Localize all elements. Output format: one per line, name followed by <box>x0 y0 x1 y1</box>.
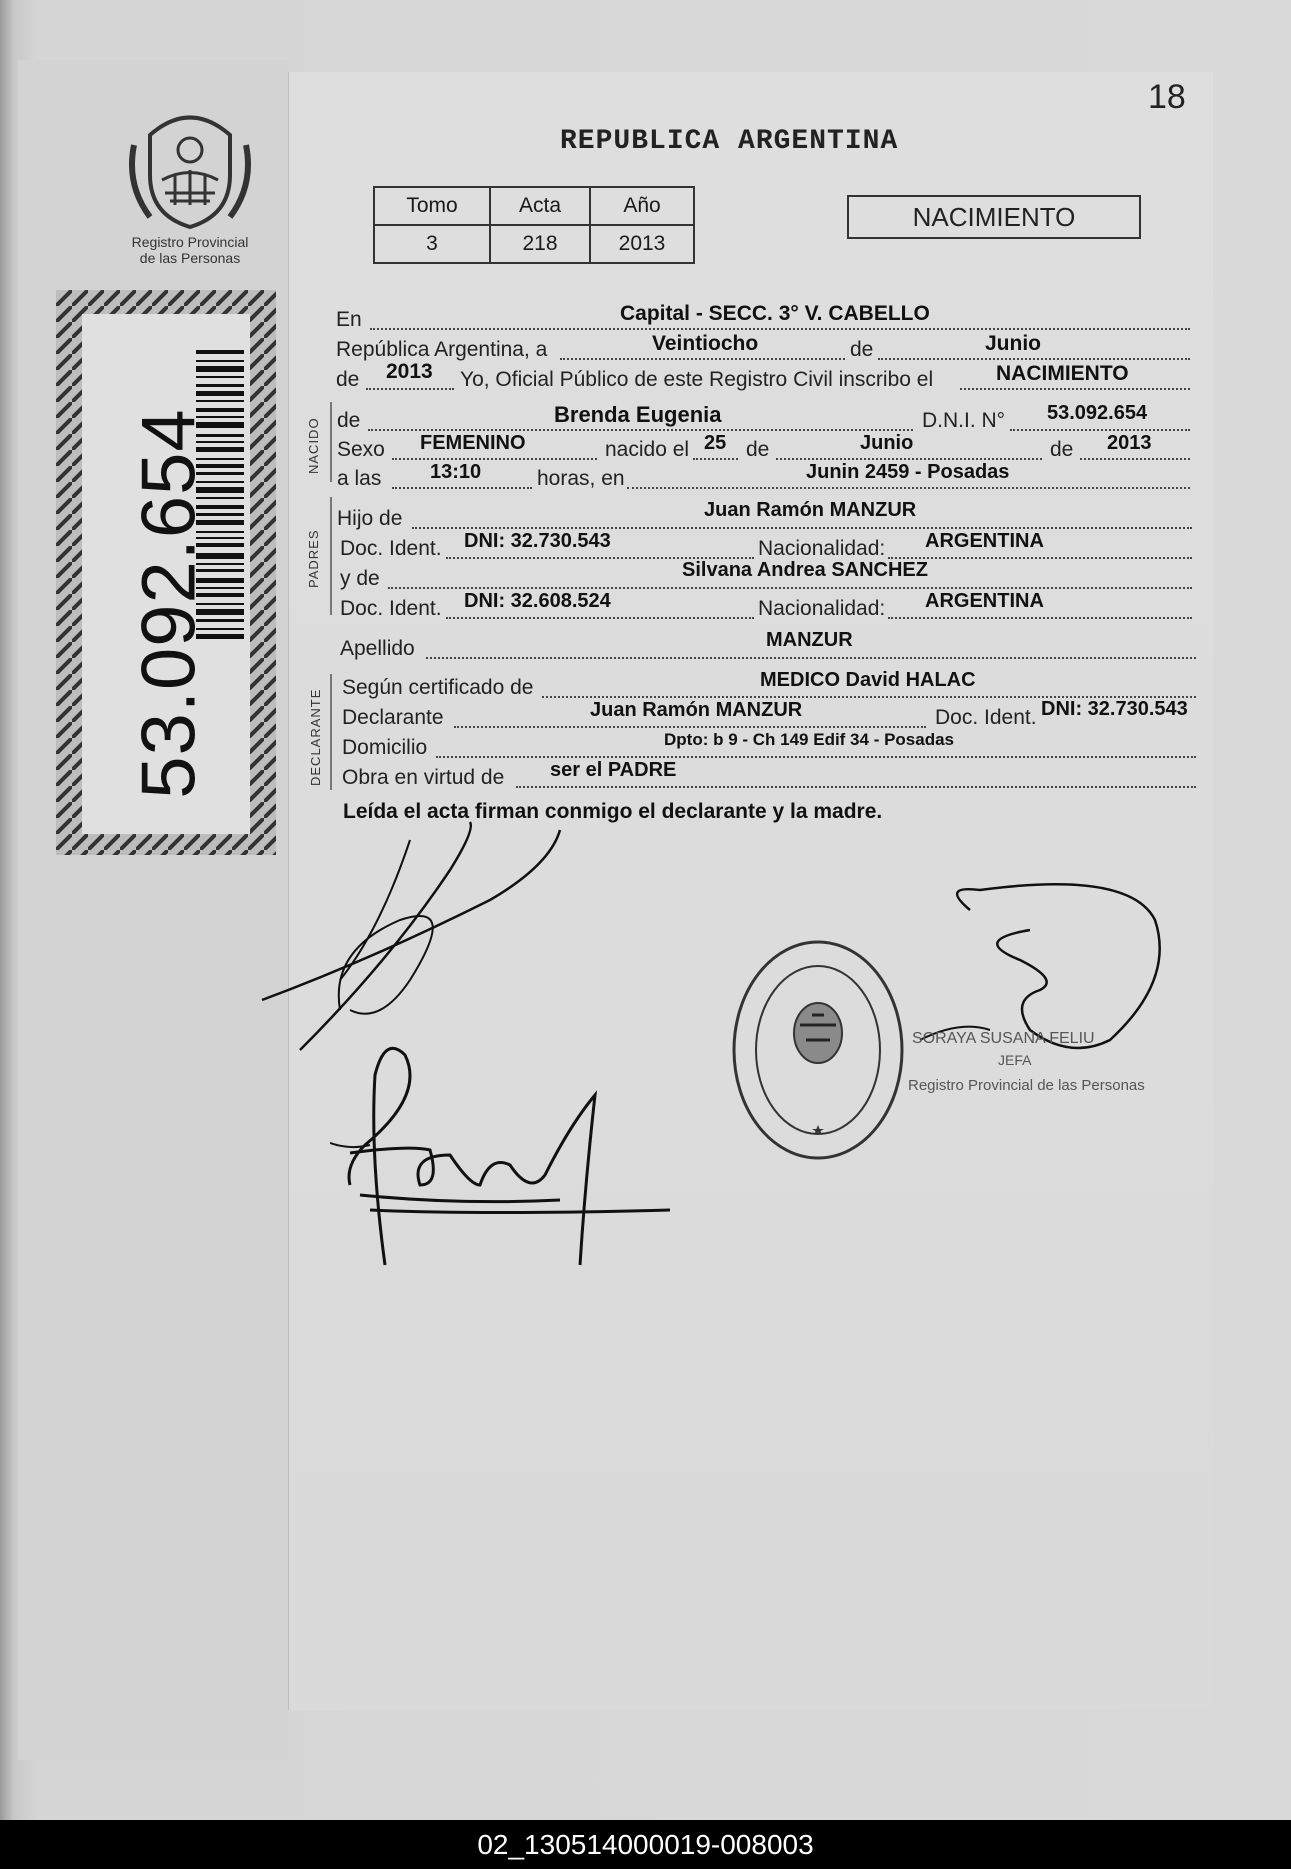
value-hora: 13:10 <box>430 461 482 483</box>
label-obra: Obra en virtud de <box>342 766 505 789</box>
label-apellido: Apellido <box>340 637 415 660</box>
value-nacido-mes: Junio <box>860 432 914 454</box>
value-inscribo: NACIMIENTO <box>996 362 1129 385</box>
dotted-line <box>412 527 1192 529</box>
barcode-bar <box>196 350 244 354</box>
label-domicilio: Domicilio <box>342 736 428 759</box>
officer-office: Registro Provincial de las Personas <box>908 1077 1145 1094</box>
registry-name-line1: Registro Provincial <box>131 234 249 250</box>
label-nacionalidad: Nacionalidad: <box>758 597 886 620</box>
label-sexo: Sexo <box>337 438 385 461</box>
dotted-line <box>1010 429 1190 431</box>
section-divider <box>330 497 332 615</box>
dotted-line <box>627 487 1190 489</box>
footer-document-code: 02_130514000019-008003 <box>0 1820 1291 1869</box>
value-domicilio: Dpto: b 9 - Ch 149 Edif 34 - Posadas <box>664 730 955 749</box>
label-de: de <box>850 338 874 361</box>
value-sexo: FEMENINO <box>420 432 526 454</box>
value-anio: 2013 <box>590 225 694 263</box>
side-label-padres: PADRES <box>306 529 321 588</box>
value-nacido-anio: 2013 <box>1107 432 1152 454</box>
registry-name <box>112 234 268 266</box>
value-anio-acta: 2013 <box>386 360 433 383</box>
label-en: En <box>336 308 362 331</box>
dotted-line <box>370 328 1190 330</box>
registry-stamp-icon <box>728 935 908 1165</box>
dotted-line <box>776 458 1042 460</box>
label-de: de <box>1050 438 1074 461</box>
label-horas-en: horas, en <box>537 467 625 490</box>
dotted-line <box>426 657 1196 659</box>
value-nombre: Brenda Eugenia <box>554 402 722 427</box>
dotted-line <box>693 458 738 460</box>
value-declarante-doc: DNI: 32.730.543 <box>1041 698 1188 720</box>
label-hijo-de: Hijo de <box>337 507 403 530</box>
dotted-line <box>446 617 754 619</box>
value-mes: Junio <box>985 332 1041 355</box>
dotted-line <box>366 388 454 390</box>
value-lugar-registro: Capital - SECC. 3° V. CABELLO <box>620 302 930 325</box>
value-declarante: Juan Ramón MANZUR <box>590 699 803 721</box>
label-nacido-el: nacido el <box>605 438 690 461</box>
mother-signature-icon <box>330 1035 680 1275</box>
section-divider <box>330 674 332 790</box>
registry-name-line2: de las Personas <box>139 250 241 266</box>
barcode-bar <box>196 360 244 362</box>
label-declarante: Declarante <box>342 706 444 729</box>
dotted-line <box>560 358 845 360</box>
value-lugar-nacimiento: Junin 2459 - Posadas <box>806 461 1010 483</box>
value-madre-nacionalidad: ARGENTINA <box>925 590 1044 612</box>
label-nacionalidad: Nacionalidad: <box>758 537 886 560</box>
side-label-nacido: NACIDO <box>306 417 321 474</box>
record-type: NACIMIENTO <box>847 195 1141 239</box>
label-y-de: y de <box>340 567 380 590</box>
barcode-label <box>56 290 276 855</box>
value-madre: Silvana Andrea SANCHEZ <box>682 559 928 581</box>
value-padre-nacionalidad: ARGENTINA <box>925 530 1044 552</box>
officer-title: JEFA <box>998 1052 1032 1068</box>
dotted-line <box>1080 458 1190 460</box>
side-label-declarante: DECLARANTE <box>308 688 323 786</box>
dotted-line <box>888 617 1192 619</box>
dotted-line <box>516 786 1196 788</box>
document-title: REPUBLICA ARGENTINA <box>560 126 899 157</box>
value-dia-letras: Veintiocho <box>652 332 759 355</box>
barcode-bar <box>196 366 244 372</box>
dotted-line <box>454 726 926 728</box>
value-apellido: MANZUR <box>766 629 853 651</box>
label-de: de <box>337 409 361 432</box>
label-doc-ident: Doc. Ident. <box>340 597 442 620</box>
section-divider <box>330 402 332 482</box>
declarant-signature-icon <box>250 810 580 1060</box>
dotted-line <box>888 557 1192 559</box>
label-certificado: Según certificado de <box>342 676 534 699</box>
dotted-line <box>878 358 1190 360</box>
text-oficial-publico: Yo, Oficial Público de este Registro Civil inscribo el <box>460 368 934 391</box>
label-doc-ident: Doc. Ident. <box>340 537 442 560</box>
label-a-las: a las <box>337 467 382 490</box>
label-de: de <box>336 368 360 391</box>
header-tomo: Tomo <box>374 187 490 225</box>
dotted-line <box>392 458 597 460</box>
dotted-line <box>436 756 1196 758</box>
officer-name: SORAYA SUSANA FELIU <box>912 1030 1095 1047</box>
dotted-line <box>388 587 1192 589</box>
value-nacido-dia: 25 <box>704 432 727 454</box>
label-republica: República Argentina, a <box>336 338 548 361</box>
label-decl-doc: Doc. Ident. <box>935 706 1037 729</box>
value-dni: 53.092.654 <box>1047 402 1148 424</box>
value-certificado: MEDICO David HALAC <box>760 669 976 691</box>
value-madre-doc: DNI: 32.608.524 <box>464 590 611 612</box>
value-padre-doc: DNI: 32.730.543 <box>464 530 611 552</box>
dotted-line <box>960 388 1190 390</box>
barcode-number: 53.092.654 <box>126 408 212 799</box>
value-obra: ser el PADRE <box>550 759 677 781</box>
dotted-line <box>368 429 913 431</box>
label-de: de <box>746 438 770 461</box>
province-emblem-icon <box>120 105 260 230</box>
dotted-line <box>392 487 532 489</box>
page-number: 18 <box>1148 78 1186 116</box>
label-dni: D.N.I. N° <box>922 409 1006 432</box>
registry-reference-table <box>373 186 695 264</box>
value-tomo: 3 <box>374 225 490 263</box>
value-padre: Juan Ramón MANZUR <box>704 499 917 521</box>
header-anio: Año <box>590 187 694 225</box>
value-acta: 218 <box>490 225 590 263</box>
closing-statement: Leída el acta firman conmigo el declarante y la madre. <box>343 800 883 823</box>
header-acta: Acta <box>490 187 590 225</box>
